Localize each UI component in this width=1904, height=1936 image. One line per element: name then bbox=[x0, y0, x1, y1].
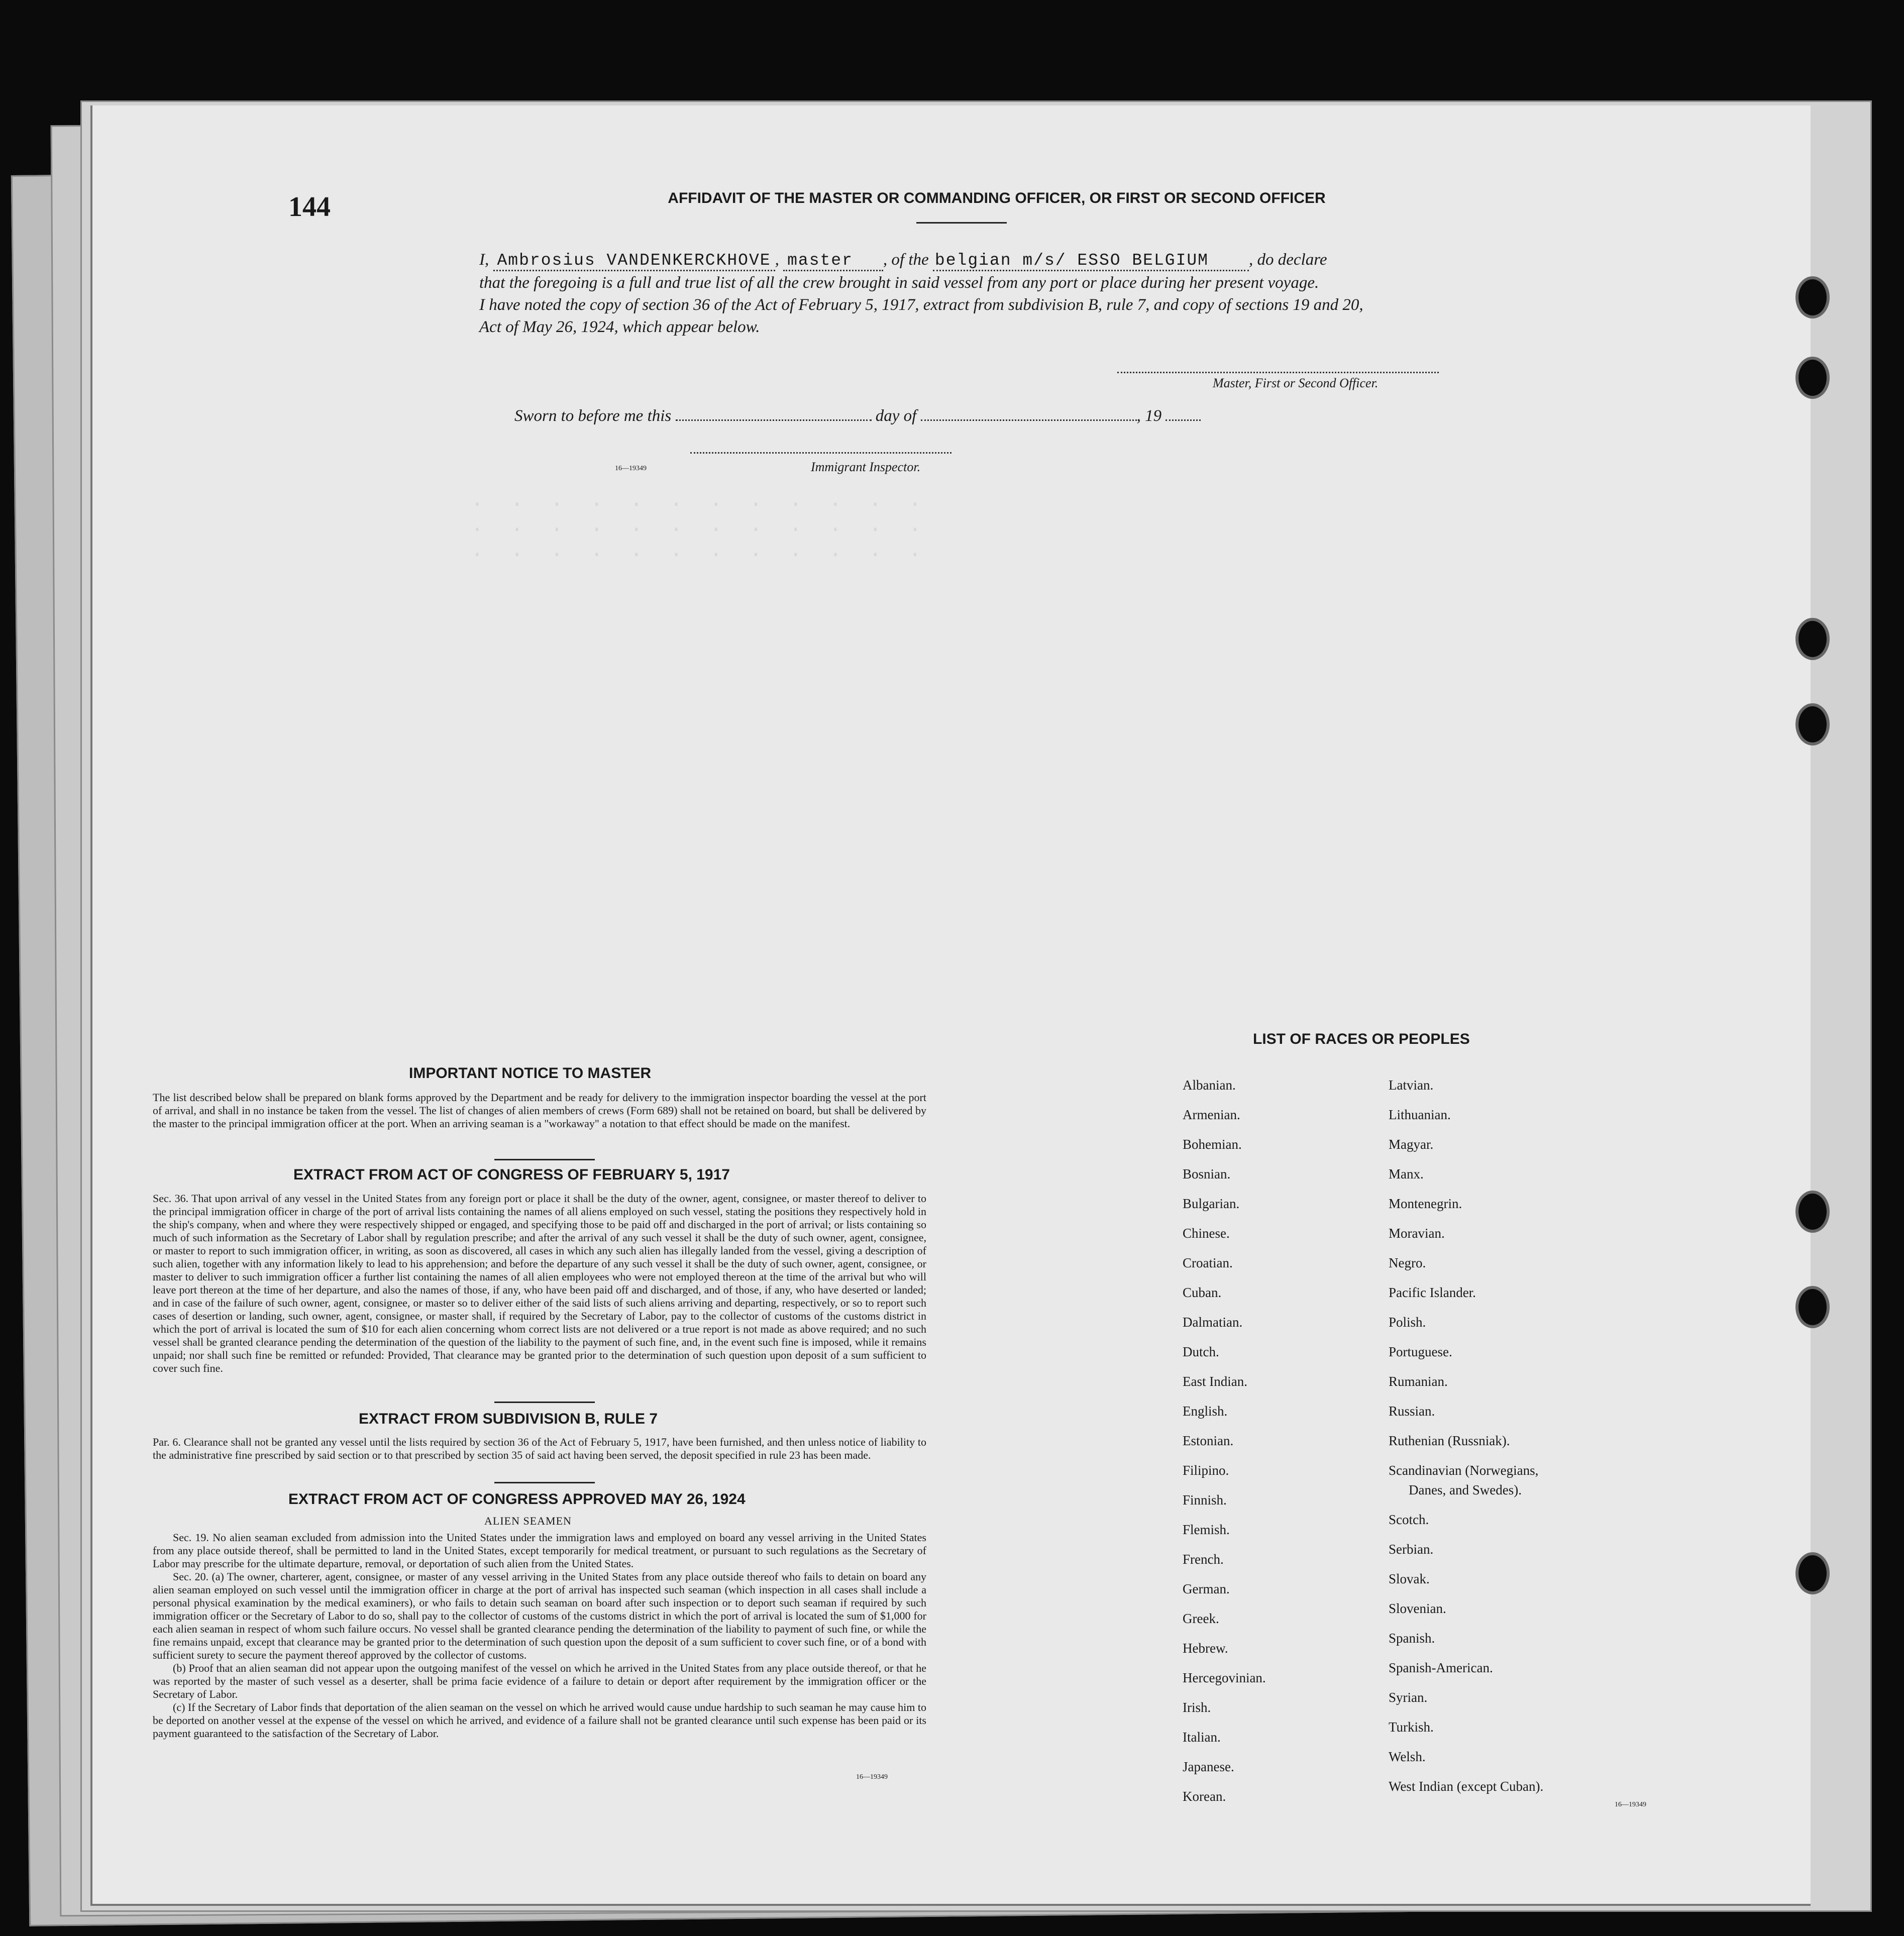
inspector-caption: Immigrant Inspector. bbox=[811, 460, 921, 474]
sworn-month-field bbox=[921, 399, 1137, 421]
binder-hole bbox=[1795, 1191, 1830, 1233]
race-item: Albanian. bbox=[1183, 1078, 1236, 1093]
race-item: Manx. bbox=[1389, 1166, 1424, 1181]
master-name-field: Ambrosius VANDENKERCKHOVE bbox=[493, 251, 775, 271]
race-item: Syrian. bbox=[1389, 1690, 1428, 1705]
race-item: Hercegovinian. bbox=[1183, 1670, 1266, 1685]
race-item: West Indian (except Cuban). bbox=[1389, 1779, 1544, 1794]
race-item: Irish. bbox=[1183, 1700, 1211, 1715]
page-number-stamp: 144 bbox=[288, 191, 331, 223]
race-item: Bohemian. bbox=[1183, 1137, 1242, 1152]
affidavit-title: AFFIDAVIT OF THE MASTER OR COMMANDING OFFICER, OR FIRST OR SECOND OFFICER bbox=[668, 190, 1326, 206]
race-item: Scandinavian (Norwegians, bbox=[1389, 1463, 1539, 1478]
section-20c: (c) If the Secretary of Labor finds that deportation of the alien seaman on the vessel on which he arrived would cause undue hardship to such seaman he may cause him to be deported on another vessel at the expense of the vessel on which he arrived, and evidence of a failure shall not be granted clearance until such expense has been paid or its payment guaranteed to the satisfaction of the Secretary of Labor. bbox=[153, 1701, 926, 1740]
binder-hole bbox=[1795, 357, 1830, 399]
race-item: Welsh. bbox=[1389, 1749, 1426, 1764]
rank-field: master bbox=[783, 251, 883, 271]
races-form-number: 16—19349 bbox=[1615, 1801, 1646, 1808]
race-item: Cuban. bbox=[1183, 1285, 1222, 1300]
race-item: Moravian. bbox=[1389, 1226, 1445, 1241]
extract-1917-body: Sec. 36. That upon arrival of any vessel in the United States from any foreign port or place it shall be the duty of the owner, agent, consignee, or master thereof to deliver to the principal immigration officer in charge of the port of arrival lists containing the names of all aliens employed on such vessel, stating the positions they respectively hold in the ship's company, when and where they were respectively shipped or engaged, and specifying those to be paid off and discharged in the port of arrival; or lists containing so much of such information as the Secretary of Labor shall by regulation prescribe; and after the arrival of any such vessel it shall be the duty of such owner, agent, consignee, or master to report to such immigration officer, in writing, as soon as discovered, all cases in which any such alien has illegally landed from the vessel, giving a description of such alien, together with any information likely to lead to his apprehension; and before the departure of any such vessel it shall be the duty of such owner, agent, consignee, or master to deliver to such immigration officer a further list containing the names of all alien employees who were not employed thereon at the time of the arrival but who will leave port thereon at the time of her departure, and also the names of those, if any, who have been paid off and discharged, and of those, if any, who have deserted or landed; and in case of the failure of such owner, agent, consignee, or master so to deliver either of the said lists of such aliens arriving and departing, respectively, or so to report such cases of desertion or landing, such owner, agent, consignee, or master shall, if required by the Secretary of Labor, pay to the collector of customs of the customs district in which the port of arrival is located the sum of $10 for each alien concerning whom correct lists are not delivered or a true report is not made as above required; and no such vessel shall be granted clearance pending the determination of the question of the liability to the payment of such fine, and, in the event such fine is imposed, while it remains unpaid; nor shall such fine be remitted or refunded: Provided, That clearance may be granted prior to the determination of such question upon deposit of a sum sufficient to cover such fine. bbox=[153, 1192, 926, 1374]
race-item: Spanish-American. bbox=[1389, 1660, 1493, 1675]
section-rule bbox=[494, 1159, 595, 1160]
inspector-signature-line bbox=[690, 447, 951, 454]
declaration-line-1: I, Ambrosius VANDENKERCKHOVE , master , of the belgian m/s/ ESSO BELGIUM , do declare bbox=[479, 249, 1559, 272]
race-item: Italian. bbox=[1183, 1730, 1221, 1745]
declaration-line-4: Act of May 26, 1924, which appear below. bbox=[479, 318, 760, 336]
race-item: Serbian. bbox=[1389, 1542, 1434, 1557]
race-item: Danes, and Swedes). bbox=[1409, 1482, 1522, 1497]
race-item: Dutch. bbox=[1183, 1344, 1219, 1359]
binder-hole bbox=[1795, 1552, 1830, 1594]
notice-title: IMPORTANT NOTICE TO MASTER bbox=[409, 1065, 652, 1082]
document-sheet bbox=[90, 105, 1811, 1906]
section-rule bbox=[494, 1482, 595, 1483]
race-item: Latvian. bbox=[1389, 1078, 1434, 1093]
race-item: East Indian. bbox=[1183, 1374, 1247, 1389]
extract-rule7-body: Par. 6. Clearance shall not be granted any vessel until the lists required by section 36 of the Act of February 5, 1917, have been furnished, and then unless notice of liability to the administrative fine prescribed by said section or to that prescribed by section 35 of said act having been served, the deposit specified in rule 23 has been made. bbox=[153, 1436, 926, 1461]
race-item: Croatian. bbox=[1183, 1255, 1233, 1270]
declaration-line-2: that the foregoing is a full and true list of all the crew brought in said vessel from any port or place during her present voyage. bbox=[479, 274, 1319, 292]
extract-1924-subtitle: ALIEN SEAMEN bbox=[484, 1515, 572, 1527]
race-item: Finnish. bbox=[1183, 1492, 1227, 1508]
race-item: Montenegrin. bbox=[1389, 1196, 1462, 1211]
extract-1924-body bbox=[153, 1531, 926, 1740]
vessel-field: belgian m/s/ ESSO BELGIUM bbox=[933, 251, 1249, 271]
affidavit-form-number: 16—19349 bbox=[615, 465, 647, 472]
race-item: Portuguese. bbox=[1389, 1344, 1452, 1359]
race-item: Spanish. bbox=[1389, 1631, 1435, 1646]
master-caption: Master, First or Second Officer. bbox=[1213, 376, 1379, 390]
race-item: Chinese. bbox=[1183, 1226, 1230, 1241]
extract-form-number: 16—19349 bbox=[856, 1773, 888, 1781]
race-item: Filipino. bbox=[1183, 1463, 1229, 1478]
race-item: English. bbox=[1183, 1404, 1228, 1419]
race-item: Armenian. bbox=[1183, 1107, 1240, 1122]
races-title: LIST OF RACES OR PEOPLES bbox=[1253, 1031, 1470, 1047]
race-item: Bulgarian. bbox=[1183, 1196, 1240, 1211]
race-item: Japanese. bbox=[1183, 1759, 1234, 1774]
sworn-year-field bbox=[1166, 399, 1201, 421]
master-signature-line bbox=[1117, 367, 1439, 373]
race-item: Slovak. bbox=[1389, 1571, 1430, 1586]
race-item: Flemish. bbox=[1183, 1522, 1230, 1537]
race-item: Russian. bbox=[1389, 1404, 1435, 1419]
section-rule bbox=[494, 1402, 595, 1403]
race-item: Turkish. bbox=[1389, 1719, 1434, 1735]
declaration-line-3: I have noted the copy of section 36 of the Act of February 5, 1917, extract from subdivision B, rule 7, and copy of sections 19 and 20, bbox=[479, 296, 1363, 314]
sworn-line: Sworn to before me this day of , 19 bbox=[514, 399, 1201, 425]
extract-1924-title: EXTRACT FROM ACT OF CONGRESS APPROVED MAY 26, 1924 bbox=[288, 1491, 746, 1508]
extract-1917-title: EXTRACT FROM ACT OF CONGRESS OF FEBRUARY 5, 1917 bbox=[293, 1166, 730, 1183]
race-item: French. bbox=[1183, 1552, 1224, 1567]
race-item: Hebrew. bbox=[1183, 1641, 1228, 1656]
race-item: Magyar. bbox=[1389, 1137, 1434, 1152]
notice-body: The list described below shall be prepared on blank forms approved by the Department and be ready for delivery to the immigration inspector boarding the vessel at the port of arrival, and shall in no instance be taken from the vessel. The list of changes of alien members of crews (Form 689) shall not be retained on board, but shall be delivered by the master to the principal immigration officer at the port. When an arriving seaman is a "workaway" a notation to that effect should be made on the manifest. bbox=[153, 1091, 926, 1130]
race-item: Bosnian. bbox=[1183, 1166, 1231, 1181]
binder-hole bbox=[1795, 618, 1830, 660]
extract-rule7-title: EXTRACT FROM SUBDIVISION B, RULE 7 bbox=[359, 1411, 658, 1427]
race-item: Ruthenian (Russniak). bbox=[1389, 1433, 1510, 1448]
sworn-date-field bbox=[676, 399, 872, 421]
declaration-block bbox=[479, 249, 1559, 338]
binder-hole bbox=[1795, 703, 1830, 745]
race-item: German. bbox=[1183, 1581, 1230, 1596]
title-rule bbox=[916, 222, 1007, 224]
race-item: Greek. bbox=[1183, 1611, 1219, 1626]
race-item: Rumanian. bbox=[1389, 1374, 1448, 1389]
section-20b: (b) Proof that an alien seaman did not appear upon the outgoing manifest of the vessel on which he arrived in the United States from any place outside thereof, or that he was reported by the master of such vessel as a deserter, shall be prima facie evidence of a failure to detain or deport after requirement by the immigration officer or the Secretary of Labor. bbox=[153, 1662, 926, 1700]
race-item: Lithuanian. bbox=[1389, 1107, 1451, 1122]
section-19: Sec. 19. No alien seaman excluded from admission into the United States under the immigration laws and employed on board any vessel arriving in the United States from any place outside thereof, shall be permitted to land in the United States, except temporarily for medical treatment, or pursuant to such regulations as the Secretary of Labor may prescribe for the ultimate departure, removal, or deportation of such alien from the United States. bbox=[153, 1531, 926, 1570]
race-item: Pacific Islander. bbox=[1389, 1285, 1476, 1300]
race-item: Polish. bbox=[1389, 1315, 1426, 1330]
race-item: Korean. bbox=[1183, 1789, 1226, 1804]
bleed-through-text: · · · · · · · · · · · · · · · · · · · · · · · · · · · · · · · · · · · · bbox=[470, 492, 922, 568]
race-item: Dalmatian. bbox=[1183, 1315, 1243, 1330]
race-item: Negro. bbox=[1389, 1255, 1426, 1270]
binder-hole bbox=[1795, 1286, 1830, 1328]
race-item: Estonian. bbox=[1183, 1433, 1234, 1448]
binder-hole bbox=[1795, 276, 1830, 318]
race-item: Scotch. bbox=[1389, 1512, 1429, 1527]
race-item: Slovenian. bbox=[1389, 1601, 1446, 1616]
section-20a: Sec. 20. (a) The owner, charterer, agent, consignee, or master of any vessel arriving in the United States from any place outside thereof who fails to detain on board any alien seaman employed on such vessel until the immigration officer in charge at the port of arrival has inspected such seaman (which inspection in all cases shall include a personal physical examination by the medical examiners), or who fails to detain such seaman on board after such inspection or to deport such seaman if required by such immigration officer or the Secretary of Labor to do so, shall pay to the collector of customs of the customs district in which the port of arrival is located the sum of $1,000 for each alien seaman in respect of whom such failure occurs. No vessel shall be granted clearance pending the determination of the liability to payment of such fine, or while the fine remains unpaid, except that clearance may be granted prior to the determination of such question upon the deposit of a sum sufficient to cover such fine, or of a bond with sufficient surety to secure the payment thereof approved by the collector of customs. bbox=[153, 1570, 926, 1661]
